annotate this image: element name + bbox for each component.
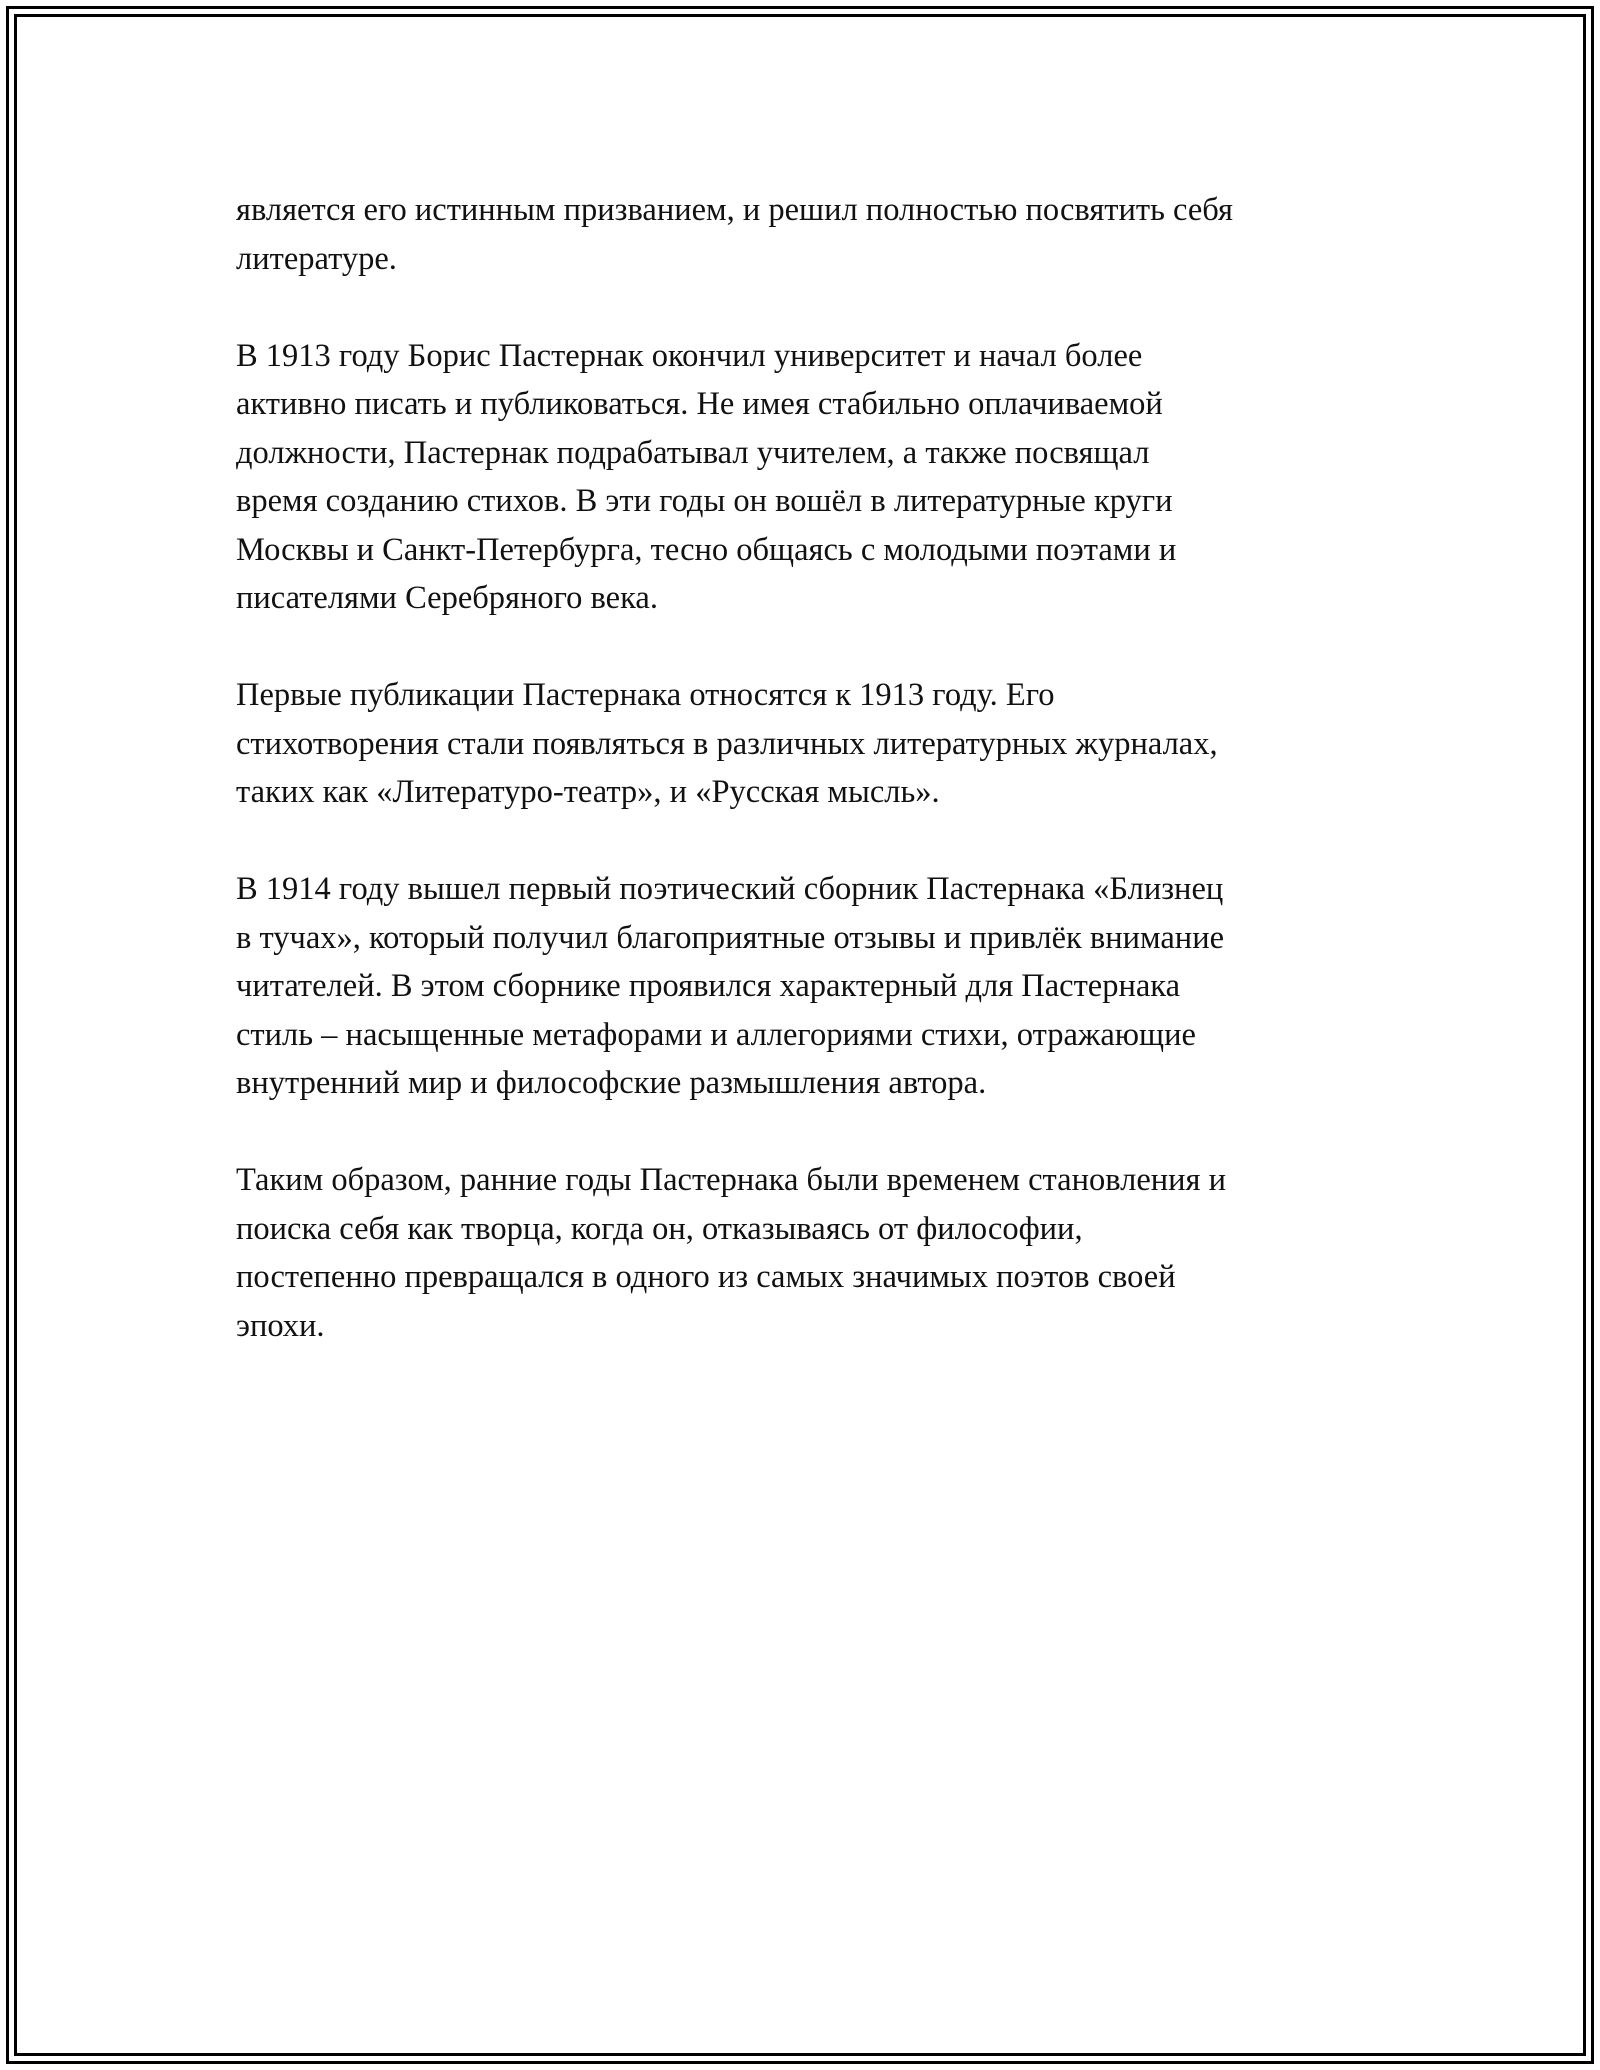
text-line: Москвы и Санкт-Петербурга, тесно общаясь с молодыми поэтами и	[236, 531, 1177, 568]
text-line: стиль – насыщенные метафорами и аллегориями стихи, отражающие	[236, 1016, 1196, 1053]
document-body	[236, 186, 1376, 1399]
paragraph-1	[236, 186, 1376, 283]
text-line: внутренний мир и философские размышления автора.	[236, 1065, 987, 1101]
text-line: активно писать и публиковаться. Не имея стабильно оплачиваемой	[236, 386, 1163, 422]
text-line: Таким образом, ранние годы Пастернака были временем становления и	[236, 1162, 1227, 1198]
text-line: читателей. В этом сборнике проявился характерный для Пастернака	[236, 968, 1181, 1004]
text-line: стихотворения стали появляться в различных литературных журналах,	[236, 725, 1218, 762]
text-line: В 1914 году вышел первый поэтический сборник Пастернака «Близнец	[236, 871, 1224, 907]
text-line: поиска себя как творца, когда он, отказываясь от философии,	[236, 1210, 1083, 1247]
text-line: литературе.	[236, 240, 397, 277]
text-line: эпохи.	[236, 1307, 325, 1344]
text-line: является его истинным призванием, и решил полностью посвятить себя	[236, 192, 1233, 228]
paragraph-3	[236, 671, 1376, 817]
text-line: должности, Пастернак подрабатывал учителем, а также посвящал	[236, 434, 1150, 471]
paragraph-4	[236, 865, 1376, 1108]
text-line: время созданию стихов. В эти годы он вошёл в литературные круги	[236, 483, 1173, 519]
text-line: таких как «Литературо-театр», и «Русская мысль».	[236, 774, 940, 810]
text-line: Первые публикации Пастернака относятся к 1913 году. Его	[236, 677, 1055, 713]
text-line: в тучах», который получил благоприятные отзывы и привлёк внимание	[236, 919, 1225, 956]
text-line: постепенно превращался в одного из самых значимых поэтов своей	[236, 1259, 1176, 1295]
text-line: писателями Серебряного века.	[236, 580, 658, 616]
text-line: В 1913 году Борис Пастернак окончил университет и начал более	[236, 337, 1143, 374]
paragraph-2	[236, 332, 1376, 623]
paragraph-5	[236, 1156, 1376, 1350]
